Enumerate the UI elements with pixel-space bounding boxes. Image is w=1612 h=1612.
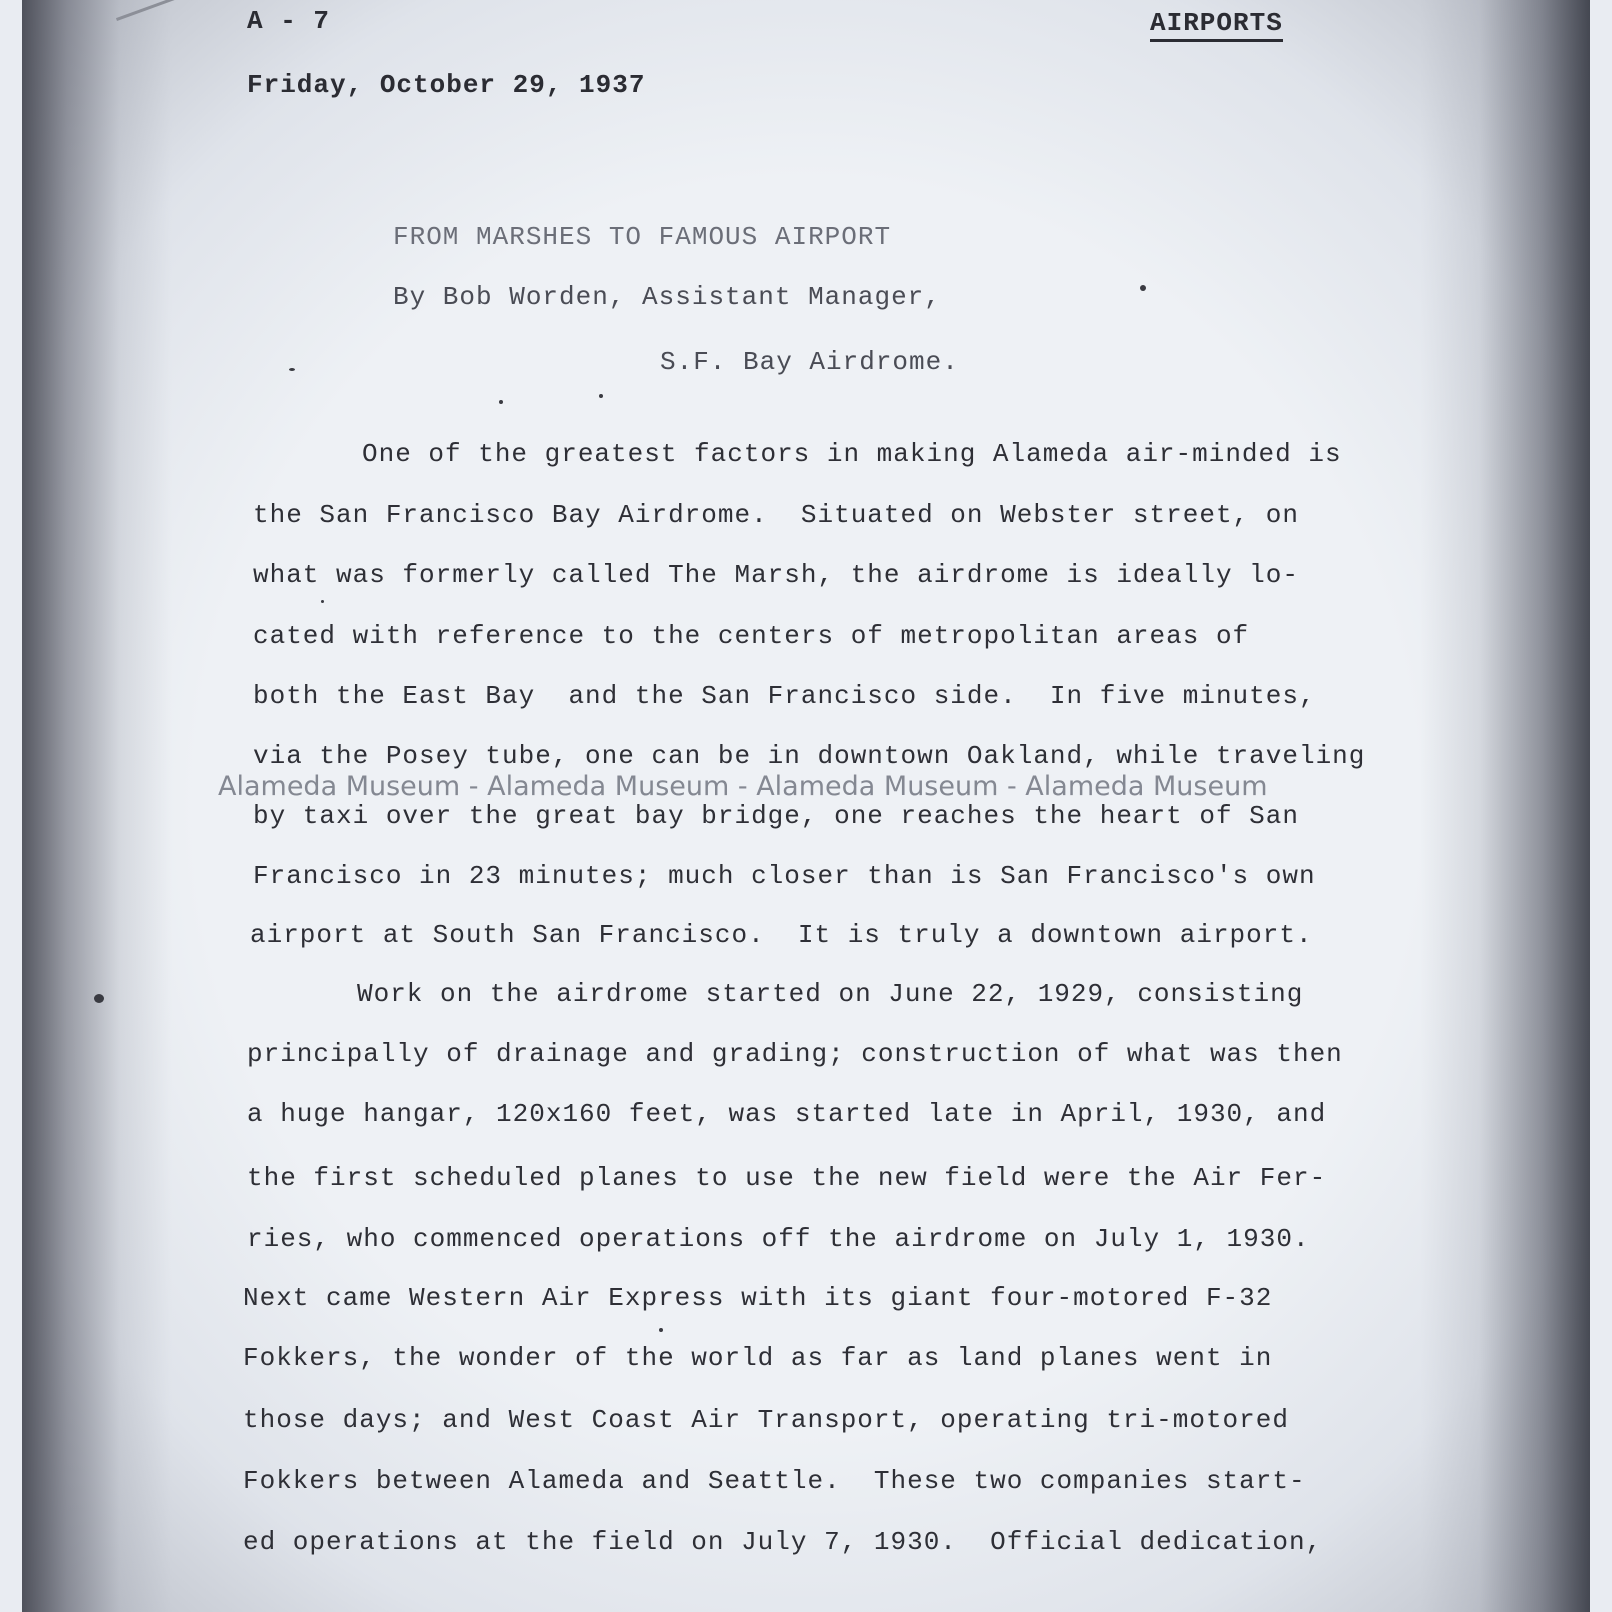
body-line: those days; and West Coast Air Transport, operating tri-motored — [243, 1405, 1289, 1435]
body-line: ries, who commenced operations off the airdrome on July 1, 1930. — [247, 1224, 1310, 1254]
speck — [289, 368, 295, 371]
body-line: cated with reference to the centers of metropolitan areas of — [253, 621, 1250, 651]
body-line: Fokkers between Alameda and Seattle. These two companies start- — [243, 1466, 1306, 1496]
speck — [94, 994, 104, 1003]
body-line: by taxi over the great bay bridge, one reaches the heart of San — [253, 801, 1299, 831]
speck — [659, 1328, 663, 1332]
body-line: the San Francisco Bay Airdrome. Situated on Webster street, on — [253, 500, 1299, 530]
body-line: Francisco in 23 minutes; much closer than is San Francisco's own — [253, 861, 1316, 891]
speck — [599, 394, 603, 398]
body-line: both the East Bay and the San Francisco side. In five minutes, — [253, 681, 1316, 711]
scan-edge-right — [1420, 0, 1590, 1612]
article-affiliation: S.F. Bay Airdrome. — [660, 347, 959, 377]
body-line: Next came Western Air Express with its giant four-motored F-32 — [243, 1283, 1273, 1313]
body-line: what was formerly called The Marsh, the airdrome is ideally lo- — [253, 560, 1299, 590]
speck — [499, 400, 503, 404]
article-title: FROM MARSHES TO FAMOUS AIRPORT — [393, 222, 892, 252]
section-heading: AIRPORTS — [1150, 8, 1283, 42]
scan-edge-left — [22, 0, 172, 1612]
body-line: via the Posey tube, one can be in downtown Oakland, while traveling — [253, 741, 1366, 771]
speck — [321, 600, 324, 603]
body-line: Work on the airdrome started on June 22, 1929, consisting — [357, 979, 1304, 1009]
body-line: Fokkers, the wonder of the world as far as land planes went in — [243, 1343, 1273, 1373]
body-line: principally of drainage and grading; construction of what was then — [247, 1039, 1343, 1069]
article-date: Friday, October 29, 1937 — [247, 70, 646, 100]
body-line: the first scheduled planes to use the new field were the Air Fer- — [247, 1163, 1327, 1193]
body-line: a huge hangar, 120x160 feet, was started late in April, 1930, and — [247, 1099, 1327, 1129]
watermark-text: Alameda Museum - Alameda Museum - Alameda Museum - Alameda Museum — [218, 771, 1268, 802]
body-line: ed operations at the field on July 7, 1930. Official dedication, — [243, 1527, 1323, 1557]
body-line: airport at South San Francisco. It is truly a downtown airport. — [250, 920, 1313, 950]
page-code: A - 7 — [247, 6, 331, 36]
body-line: One of the greatest factors in making Alameda air-minded is — [362, 439, 1342, 469]
speck — [1140, 285, 1146, 291]
article-byline: By Bob Worden, Assistant Manager, — [393, 282, 941, 312]
